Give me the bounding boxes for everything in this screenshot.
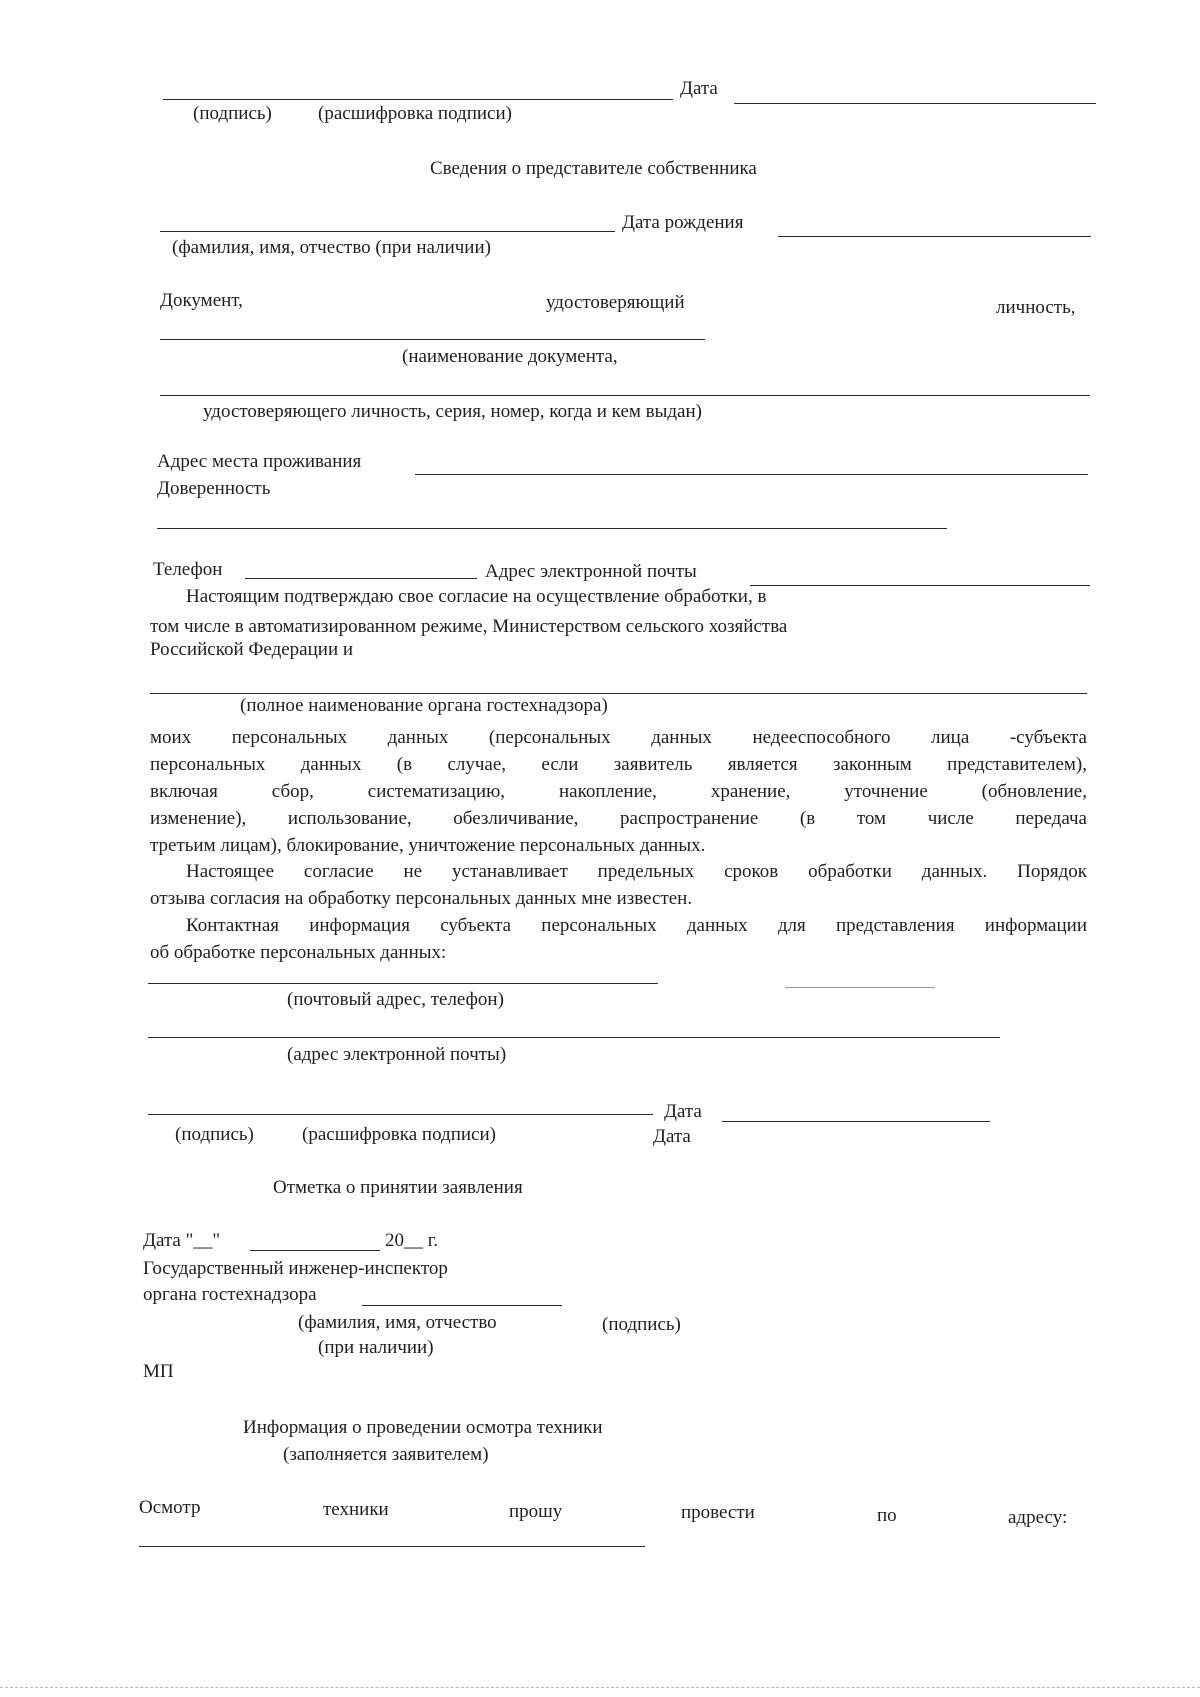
- consent-term-last-line: отзыва согласия на обработку персональных данных мне известен.: [150, 888, 693, 909]
- section-title: Сведения о представителе собственника: [430, 158, 757, 179]
- consent-body-last-line: третьим лицам), блокирование, уничтожение персональных данных.: [150, 835, 706, 856]
- inspector-name-line[interactable]: [362, 1305, 562, 1306]
- consent-line-3: Российской Федерации и: [150, 639, 354, 660]
- consent-body-line: включая сбор, систематизацию, накопление, хранение, уточнение (обновление,: [150, 781, 1087, 802]
- birth-date-label: Дата рождения: [622, 212, 744, 233]
- document-name-caption: (наименование документа,: [402, 346, 618, 367]
- acceptance-date-year: 20__ г.: [385, 1230, 439, 1251]
- consent-line-2: том числе в автоматизированном режиме, Министерством сельского хозяйства: [150, 616, 788, 637]
- signature-caption: (подпись): [193, 103, 272, 124]
- contact-info-line: Контактная информация субъекта персональных данных для представления информации: [186, 915, 1087, 936]
- scan-edge-divider: [0, 1687, 1200, 1688]
- contact-email-caption: (адрес электронной почты): [287, 1044, 507, 1065]
- consent-body-line: персональных данных (в случае, если заявитель является законным представителем),: [150, 754, 1087, 775]
- document-name-line[interactable]: [160, 339, 705, 340]
- inspection-address-line[interactable]: [139, 1546, 645, 1547]
- address-line[interactable]: [415, 474, 1088, 475]
- contact-info-last-line: об обработке персональных данных:: [150, 942, 447, 963]
- stamp-label: МП: [143, 1361, 174, 1382]
- inspection-word: по: [877, 1505, 897, 1526]
- inspection-word: адресу:: [1008, 1507, 1068, 1528]
- phone-label: Телефон: [153, 559, 223, 580]
- contact-email-line[interactable]: [148, 1037, 1000, 1038]
- bottom-signature-line[interactable]: [148, 1114, 653, 1115]
- consent-line-1: Настоящим подтверждаю свое согласие на осуществление обработки, в: [186, 586, 767, 607]
- acceptance-title: Отметка о принятии заявления: [273, 1177, 523, 1198]
- inspector-name-caption: (фамилия, имя, отчество: [298, 1312, 497, 1333]
- acceptance-date-prefix: Дата "__": [143, 1230, 221, 1251]
- date-label: Дата: [680, 78, 718, 99]
- inspector-signature-caption: (подпись): [602, 1314, 681, 1335]
- postal-address-line-extension[interactable]: [785, 987, 935, 988]
- consent-term-line: Настоящее согласие не устанавливает предельных сроков обработки данных. Порядок: [186, 861, 1087, 882]
- inspection-word: провести: [681, 1502, 755, 1523]
- inspection-word: техники: [323, 1499, 389, 1520]
- power-of-attorney-label: Доверенность: [157, 478, 271, 499]
- id-certifying-word: удостоверяющий: [546, 292, 685, 313]
- signature-decoding-caption: (расшифровка подписи): [318, 103, 512, 124]
- authority-label: органа гостехнадзора: [143, 1284, 317, 1305]
- inspection-word: прошу: [509, 1501, 563, 1522]
- date-line[interactable]: [734, 103, 1096, 104]
- inspection-title: Информация о проведении осмотра техники: [243, 1417, 603, 1438]
- address-label: Адрес места проживания: [157, 451, 362, 472]
- email-label: Адрес электронной почты: [485, 561, 697, 582]
- authority-name-caption: (полное наименование органа гостехнадзора): [240, 695, 608, 716]
- birth-date-line[interactable]: [778, 236, 1091, 237]
- inspection-word: Осмотр: [139, 1497, 201, 1518]
- full-name-caption: (фамилия, имя, отчество (при наличии): [172, 237, 491, 258]
- postal-address-caption: (почтовый адрес, телефон): [287, 989, 504, 1010]
- acceptance-date-month-line[interactable]: [250, 1250, 380, 1251]
- power-of-attorney-line[interactable]: [157, 528, 947, 529]
- bottom-decoding-caption: (расшифровка подписи): [302, 1124, 496, 1145]
- consent-body-line: изменение), использование, обезличивание, распространение (в том числе передача: [150, 808, 1087, 829]
- authority-name-line[interactable]: [150, 693, 1087, 694]
- full-name-line[interactable]: [160, 231, 615, 232]
- consent-body-line: моих персональных данных (персональных данных недееспособного лица -субъекта: [150, 727, 1087, 748]
- document-details-line[interactable]: [160, 395, 1090, 396]
- bottom-date-line[interactable]: [722, 1121, 990, 1122]
- bottom-signature-caption: (подпись): [175, 1124, 254, 1145]
- inspector-name-caption-2: (при наличии): [318, 1337, 434, 1358]
- bottom-date-caption: Дата: [653, 1126, 691, 1147]
- document-details-caption: удостоверяющего личность, серия, номер, когда и кем выдан): [203, 401, 702, 422]
- phone-line[interactable]: [245, 578, 477, 579]
- postal-address-line[interactable]: [148, 983, 658, 984]
- signature-line[interactable]: [163, 99, 673, 100]
- id-identity-word: личность,: [996, 297, 1076, 318]
- id-document-word: Документ,: [160, 290, 243, 311]
- inspector-label: Государственный инженер-инспектор: [143, 1258, 448, 1279]
- email-line[interactable]: [750, 585, 1090, 586]
- inspection-subtitle: (заполняется заявителем): [283, 1444, 489, 1465]
- bottom-date-label: Дата: [664, 1101, 702, 1122]
